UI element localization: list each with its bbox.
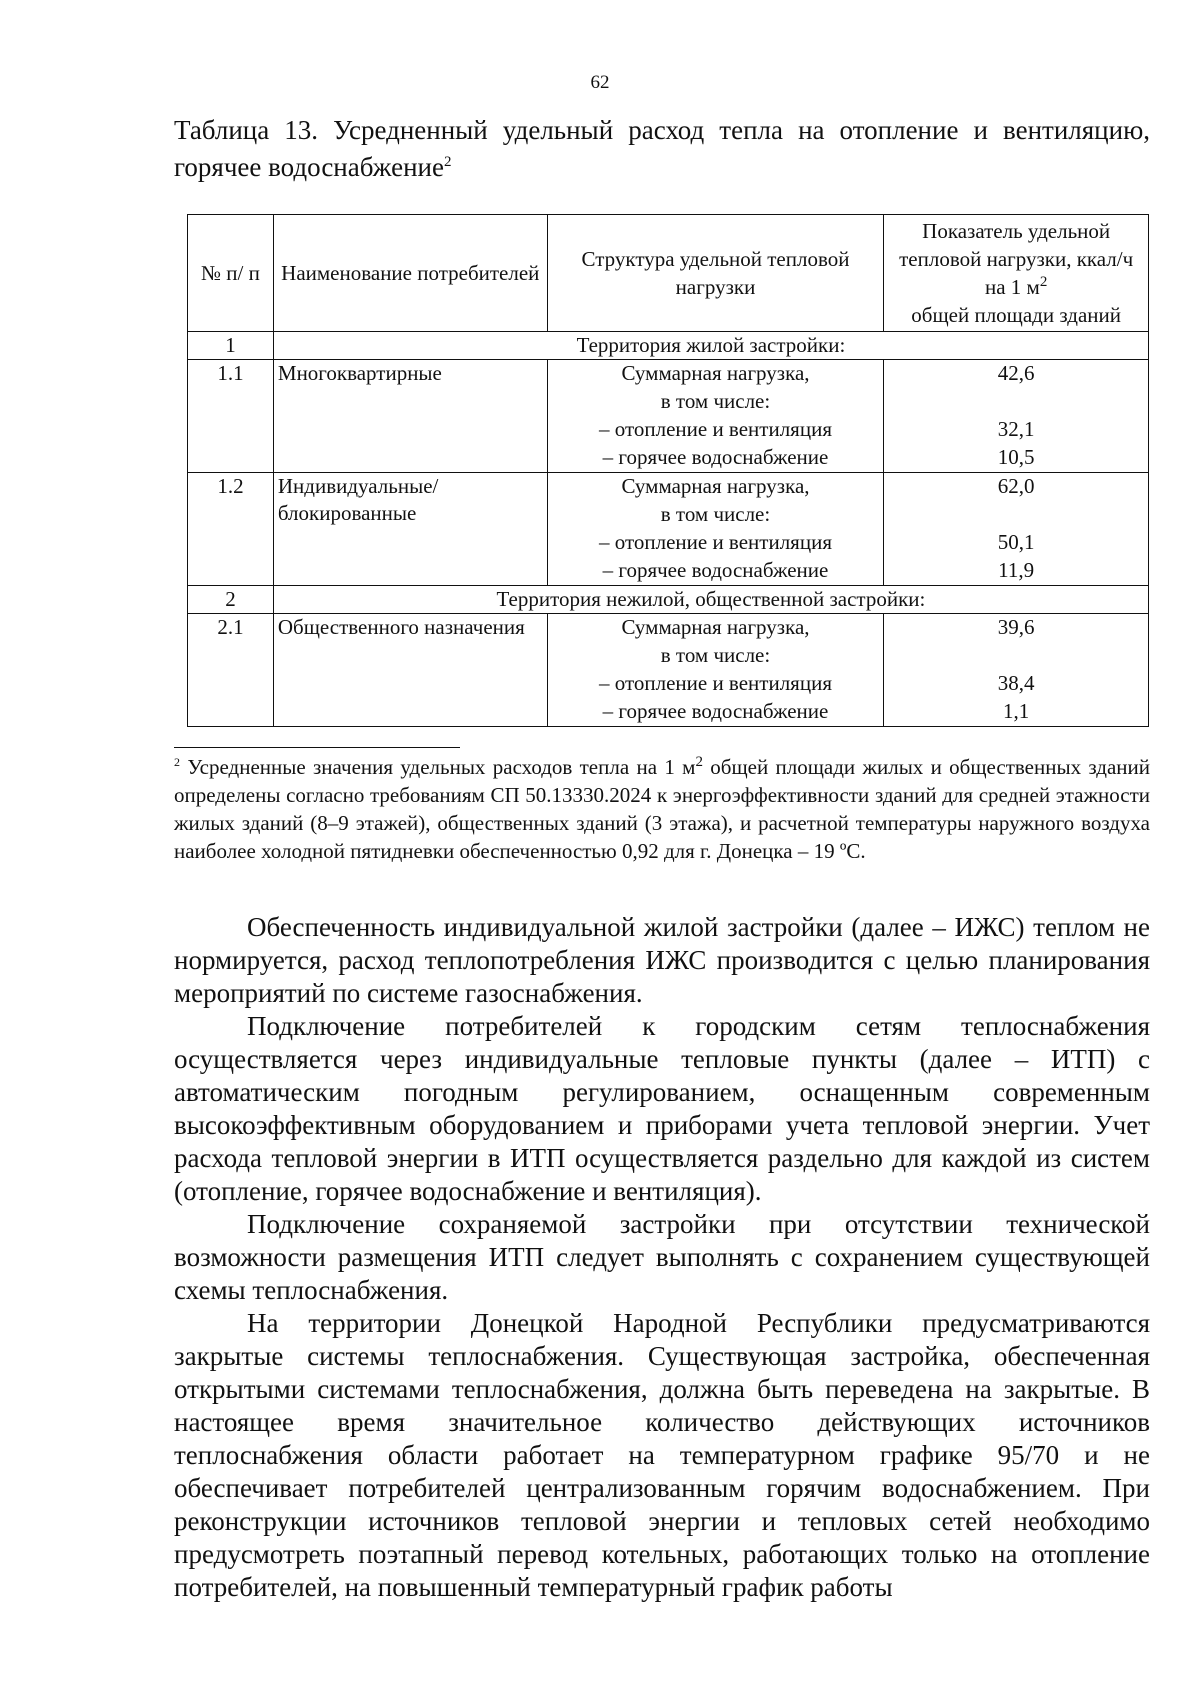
row-num: 1.1 — [188, 360, 274, 473]
row-values — [884, 360, 1149, 473]
footnote — [174, 753, 1150, 865]
header-indicator-sup: 2 — [1039, 274, 1048, 290]
row-num: 2.1 — [188, 614, 274, 727]
paragraph: Подключение потребителей к городским сетям теплоснабжения осуществляется через индивидуальные тепловые пункты (далее – ИТП) с автоматическим погодным регулированием, оснащенным современным высокоэффективным оборудованием и приборами учета тепловой энергии. Учет расхода тепловой энергии в ИТП осуществляется раздельно для каждой из систем (отопление, горячее водоснабжение и вентиляция). — [174, 1011, 1150, 1206]
value: 38,4 — [997, 671, 1035, 695]
structure-line: Суммарная нагрузка, — [621, 361, 810, 385]
structure-line: – отопление и вентиляция — [598, 417, 832, 441]
footnote-divider — [174, 747, 460, 748]
section-row — [188, 586, 1149, 614]
header-name: Наименование потребителей — [273, 215, 547, 332]
row-num: 1.2 — [188, 473, 274, 586]
table-row — [188, 473, 1149, 586]
structure-line: – горячее водоснабжение — [602, 558, 829, 582]
structure-line: в том числе: — [660, 389, 771, 413]
section-title: Территория жилой застройки: — [273, 332, 1148, 360]
row-name: Индивидуальные/ блокированные — [273, 473, 547, 586]
paragraph: На территории Донецкой Народной Республики предусматриваются закрытые системы теплоснабжения. Существующая застройка, обеспеченная открытыми системами теплоснабжения, должна быть переведена на закрытые. В настоящее время значительное количество действующих источников теплоснабжения области работает на температурном графике 95/70 и не обеспечивает потребителей централизованным горячим водоснабжением. При реконструкции источников тепловой энергии и тепловых сетей необходимо предусмотреть поэтапный перевод котельных, работающих только на отопление потребителей, на повышенный температурный график работы — [174, 1308, 1150, 1602]
value: 10,5 — [997, 445, 1035, 469]
structure-line: Суммарная нагрузка, — [621, 615, 810, 639]
header-structure: Структура удельной тепловой нагрузки — [547, 215, 884, 332]
row-structure — [547, 614, 884, 727]
row-values — [884, 473, 1149, 586]
table-row — [188, 360, 1149, 473]
table-row — [188, 614, 1149, 727]
section-title: Территория нежилой, общественной застройки: — [273, 586, 1148, 614]
value: 50,1 — [997, 530, 1035, 554]
structure-line: в том числе: — [660, 643, 771, 667]
structure-line: – горячее водоснабжение — [602, 445, 829, 469]
paragraph: Обеспеченность индивидуальной жилой застройки (далее – ИЖС) теплом не нормируется, расход теплопотребления ИЖС производится с целью планирования мероприятий по системе газоснабжения. — [174, 912, 1150, 1008]
table-caption — [174, 112, 1150, 186]
footnote-text-2: общей площади жилых и общественных зданий определены согласно требованиям СП 50.13330.2024 к энергоэффективности зданий для средней этажности жилых зданий (8–9 этажей), общественных зданий (3 этажа), и расчетной температуры наружного воздуха наиболее холодной пятидневки обеспеченностью 0,92 для г. Донецка – 19 ºС. — [174, 755, 1151, 863]
value: 39,6 — [997, 615, 1035, 639]
value — [888, 501, 1144, 529]
value: 62,0 — [997, 474, 1035, 498]
value: 11,9 — [998, 558, 1035, 582]
value — [888, 388, 1144, 416]
row-values — [884, 614, 1149, 727]
structure-line: – отопление и вентиляция — [598, 530, 832, 554]
structure-line: – отопление и вентиляция — [598, 671, 832, 695]
header-indicator — [884, 215, 1149, 332]
structure-line: в том числе: — [660, 502, 771, 526]
header-num: № п/ п — [188, 215, 274, 332]
structure-line: – горячее водоснабжение — [602, 699, 829, 723]
page-number: 62 — [590, 72, 610, 93]
table-header-row — [188, 215, 1149, 332]
section-row — [188, 332, 1149, 360]
footnote-mark: 2 — [174, 755, 180, 769]
body-text — [174, 911, 1150, 1604]
row-name: Многоквартирные — [273, 360, 547, 473]
section-num: 2 — [188, 586, 274, 614]
paragraph: Подключение сохраняемой застройки при отсутствии технической возможности размещения ИТП следует выполнять с сохранением существующей схемы теплоснабжения. — [174, 1209, 1150, 1305]
value — [888, 642, 1144, 670]
row-structure — [547, 473, 884, 586]
row-name: Общественного назначения — [273, 614, 547, 727]
value: 42,6 — [997, 361, 1035, 385]
section-num: 1 — [188, 332, 274, 360]
heat-load-table — [187, 214, 1149, 727]
structure-line: Суммарная нагрузка, — [621, 474, 810, 498]
footnote-sup: 2 — [695, 754, 703, 770]
caption-footnote-ref: 2 — [443, 154, 452, 170]
header-indicator-text-2: общей площади зданий — [911, 303, 1121, 327]
value: 1,1 — [1003, 699, 1030, 723]
footnote-text: Усредненные значения удельных расходов тепла на 1 м — [187, 755, 696, 779]
row-structure — [547, 360, 884, 473]
caption-text: Таблица 13. Усредненный удельный расход тепла на отопление и вентиляцию, горячее водоснабжение — [174, 115, 1150, 182]
value: 32,1 — [997, 417, 1035, 441]
header-indicator-text: Показатель удельной тепловой нагрузки, ккал/ч на 1 м — [899, 219, 1134, 299]
